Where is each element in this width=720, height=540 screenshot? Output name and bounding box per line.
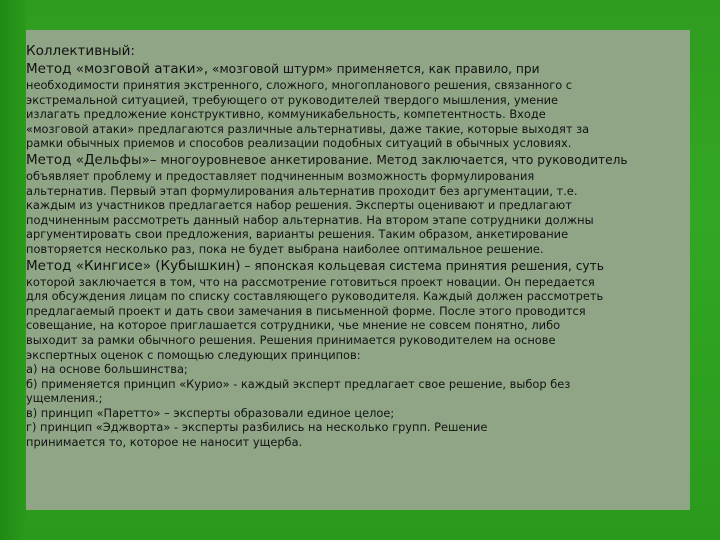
text-line: совещание, на которое приглашается сотрудники, чье мнение не совсем понятно, либо bbox=[26, 318, 561, 333]
text-line: необходимости принятия экстренного, сложного, многопланового решения, связанного с bbox=[26, 78, 573, 92]
text-line: ущемления.; bbox=[26, 391, 103, 406]
text-line: повторяется несколько раз, пока не будет выбрана наиболее оптимальное решение. bbox=[26, 241, 544, 256]
method-brainstorm-line bbox=[26, 60, 690, 78]
text-line: предлагаемый проект и дать свои замечания в письменной форме. После этого проводится bbox=[26, 303, 586, 318]
text-line: экстремальной ситуацией, требующего от руководителей твердого мышления, умение bbox=[26, 92, 559, 107]
method-delphi-intro: многоуровневое анкетирование. Метод заключается, что руководитель bbox=[156, 152, 628, 167]
method-kingise-title: Метод «Кингисе» (Кубышкин) bbox=[26, 257, 241, 274]
text-line: аргументировать свои предложения, варианты решения. Таким образом, анкетирование bbox=[26, 227, 569, 242]
principle-item: в) принцип «Паретто» – эксперты образовали единое целое; bbox=[26, 405, 395, 420]
text-line: выходит за рамки обычного решения. Решения принимается руководителем на основе bbox=[26, 332, 556, 347]
text-line: рамки обычных приемов и способов реализации подобных ситуаций в обычных условиях. bbox=[26, 136, 572, 151]
text-line: каждым из участников предлагается набор решения. Эксперты оценивают и предлагают bbox=[26, 198, 572, 213]
principle-item: г) принцип «Эджворта» - эксперты разбились на несколько групп. Решение bbox=[26, 420, 488, 435]
principle-item: б) применяется принцип «Курио» - каждый эксперт предлагает свое решение, выбор без bbox=[26, 376, 571, 391]
method-delphi-title: Метод «Дельфы»– bbox=[26, 151, 157, 168]
text-line: объявляет проблему и предоставляет подчиненным возможность формулирования bbox=[26, 168, 535, 183]
method-delphi-line bbox=[26, 151, 690, 169]
text-line: «мозговой атаки» предлагаются различные альтернативы, даже такие, которые выходят за bbox=[26, 121, 590, 136]
method-kingise-line bbox=[26, 257, 690, 275]
method-kingise-intro: – японская кольцевая система принятия решения, суть bbox=[240, 258, 604, 273]
method-brainstorm-intro: «мозговой штурм» применяется, как правило, при bbox=[208, 62, 540, 76]
text-line: излагать предложение конструктивно, коммуникабельность, компетентность. Входе bbox=[26, 107, 546, 122]
text-line: принимается то, которое не наносит ущерба. bbox=[26, 435, 303, 450]
heading-collective bbox=[26, 42, 690, 60]
text-panel bbox=[26, 30, 690, 510]
text-line: для обсуждения лицам по списку составляющего руководителя. Каждый должен рассмотреть bbox=[26, 289, 604, 304]
text-line: альтернатив. Первый этап формулирования альтернатив проходит без аргументации, т.е. bbox=[26, 183, 578, 198]
principle-item: а) на основе большинства; bbox=[26, 362, 188, 377]
text-line: которой заключается в том, что на рассмотрение готовиться проект новации. Он передается bbox=[26, 274, 595, 289]
method-brainstorm-title: Метод «мозговой атаки», bbox=[26, 61, 209, 77]
left-accent-bar bbox=[0, 0, 26, 540]
text-line: подчиненным рассмотреть данный набор альтернатив. На втором этапе сотрудники должны bbox=[26, 212, 594, 227]
text-line: экспертных оценок с помощью следующих принципов: bbox=[26, 347, 361, 362]
heading-collective-text: Коллективный: bbox=[26, 43, 135, 59]
